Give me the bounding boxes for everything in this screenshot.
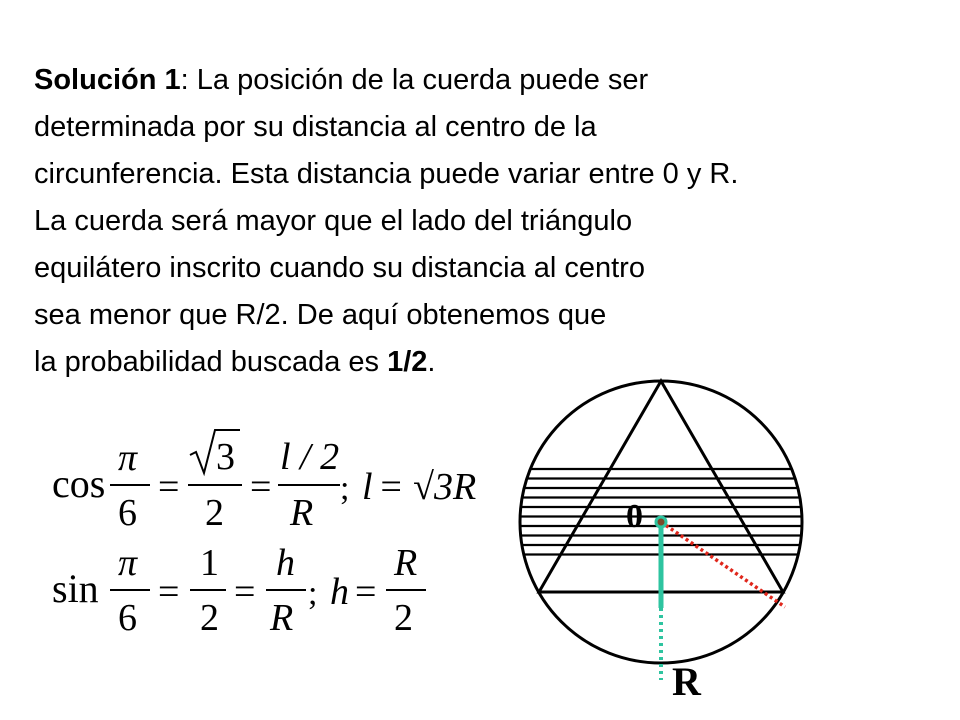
sin-function: sin — [52, 566, 99, 611]
two-denominator: 2 — [205, 492, 224, 534]
text-line-3: circunferencia. Esta distancia puede variar entre 0 y R. — [34, 158, 739, 190]
equals-sign: = — [234, 571, 256, 613]
circle-diagram — [500, 375, 860, 720]
equals-sign: = — [250, 466, 272, 508]
R-numerator: R — [394, 542, 418, 584]
pi-numerator: π — [118, 542, 138, 584]
text-line-6: sea menor que R/2. De aquí obtenemos que — [34, 299, 607, 331]
text-line-1-rest: : La posición de la cuerda puede ser — [180, 64, 649, 96]
R-denominator: R — [270, 597, 294, 639]
text-line-5: equilátero inscrito cuando su distancia al centro — [34, 252, 645, 284]
six-denominator: 6 — [118, 597, 137, 639]
text-line-7-start: la probabilidad buscada es — [34, 346, 388, 378]
text-line-2: determinada por su distancia al centro de la — [34, 111, 597, 143]
R-denominator: R — [290, 492, 314, 534]
pi-numerator: π — [118, 437, 138, 479]
l-over-2-numerator: l / 2 — [280, 436, 340, 478]
two-denominator: 2 — [394, 597, 413, 639]
solution-text — [34, 57, 954, 386]
radius-label: R — [672, 659, 701, 704]
one-numerator: 1 — [200, 542, 219, 584]
formulas — [40, 425, 510, 655]
h-variable: h — [330, 571, 349, 613]
semicolon: ; — [340, 470, 350, 507]
text-line-4: La cuerda será mayor que el lado del triángulo — [34, 205, 633, 237]
six-denominator: 6 — [118, 492, 137, 534]
center-point — [656, 517, 666, 527]
probability-answer: 1/2 — [387, 346, 428, 378]
l-variable: l — [362, 466, 373, 508]
formula-cos — [52, 430, 476, 534]
equals-sign: = — [355, 571, 377, 613]
formula-sin — [52, 542, 426, 639]
semicolon: ; — [308, 575, 318, 612]
text-line-1 — [34, 57, 954, 104]
two-denominator: 2 — [200, 597, 219, 639]
cos-function: cos — [52, 461, 106, 506]
h-numerator: h — [276, 542, 295, 584]
equals-sign: = — [158, 571, 180, 613]
equals-sign: = — [158, 466, 180, 508]
sqrt-radicand: 3 — [216, 436, 235, 478]
center-label: 0 — [626, 498, 643, 535]
text-line-7-end: . — [427, 346, 436, 378]
solution-title: Solución 1 — [34, 64, 181, 96]
l-value: = √3R — [378, 466, 477, 508]
